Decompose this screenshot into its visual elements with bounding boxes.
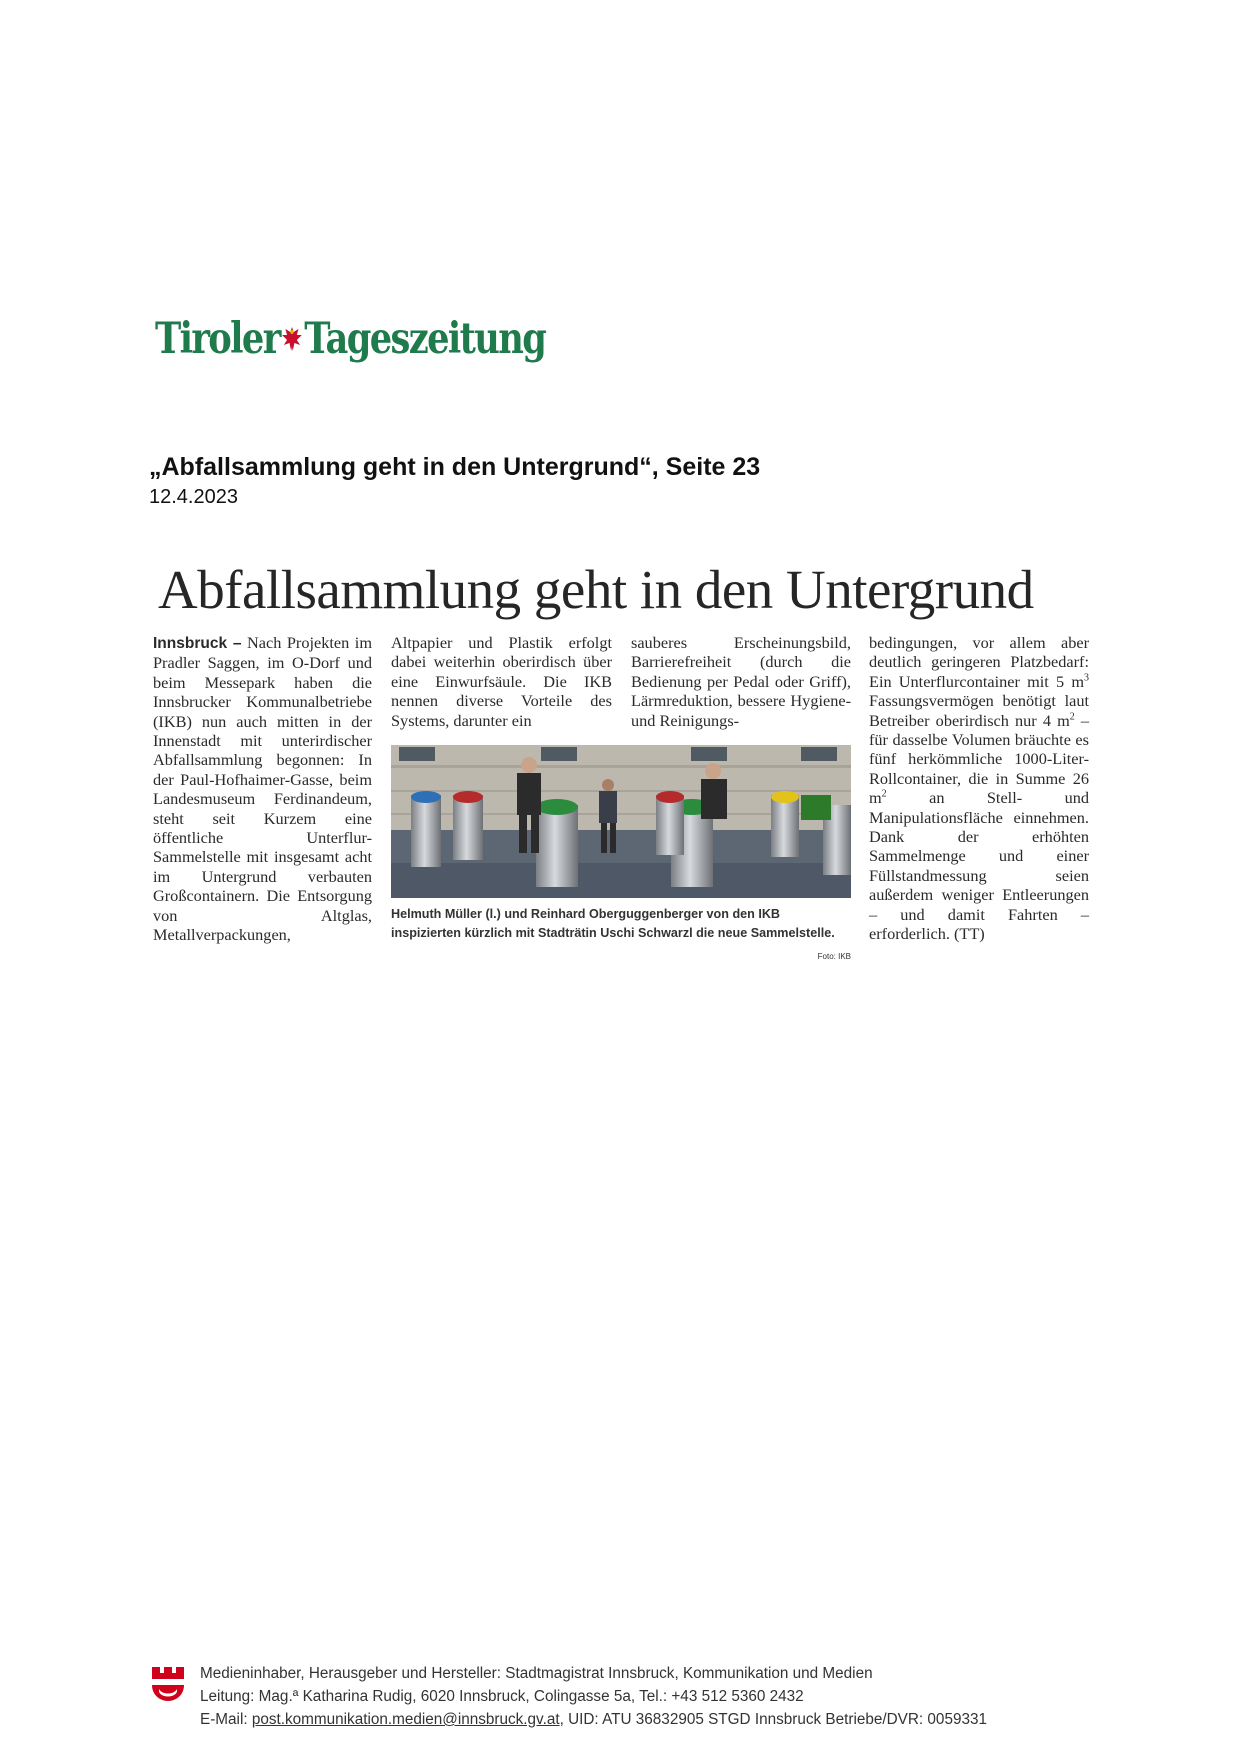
- article-dateline: Innsbruck –: [153, 635, 242, 652]
- photo-caption: [391, 905, 851, 966]
- column-1-text: Nach Projekten im Pradler Saggen, im O-Dorf und beim Messepark haben die Innsbrucker Kommunalbetriebe (IKB) nun auch mitten in der Innenstadt mit unterirdischer Abfallsammlung begonnen: In der Paul-Hofhaimer-Gasse, beim Landesmuseum Ferdinandeum, steht seit Kurzem eine öffentliche Unterflur-Sammelstelle mit insgesamt acht im Untergrund verbauten Großcontainern. Die Entsorgung von Altglas, Metallverpackungen,: [153, 633, 372, 945]
- masthead-left: Tiroler: [155, 314, 280, 364]
- photo-illustration: [391, 745, 851, 898]
- column-4-text-d: an Stell- und Manipulationsfläche einnehmen. Dank der erhöhten Sammelmenge und einer Füllstandmessung seien außerdem weniger Entleerungen – und damit Fahrten – erforderlich. (TT): [869, 788, 1089, 944]
- article-photo: [391, 745, 851, 898]
- footer-line-2: Leitung: Mag.ª Katharina Rudig, 6020 Innsbruck, Colingasse 5a, Tel.: +43 512 5360 2432: [200, 1688, 804, 1705]
- superscript-2a: 2: [1069, 711, 1075, 723]
- innsbruck-city-logo-icon: [150, 1663, 186, 1703]
- article-column-2: [391, 633, 612, 730]
- footer-line-1: Medieninhaber, Herausgeber und Hersteller: Stadtmagistrat Innsbruck, Kommunikation und Medien: [200, 1665, 873, 1682]
- tyrolean-eagle-icon: [281, 325, 302, 355]
- article-column-1: [153, 633, 372, 945]
- clipping-title: „Abfallsammlung geht in den Untergrund“, Seite 23: [149, 453, 761, 481]
- column-3-text: sauberes Erscheinungsbild, Barrierefreiheit (durch die Bedienung per Pedal oder Griff), Lärmreduktion, bessere Hygiene- und Reinigungs-: [631, 633, 851, 730]
- column-2-text: Altpapier und Plastik erfolgt dabei weiterhin oberirdisch über eine Einwurfsäule. Die IKB nennen diverse Vorteile des Systems, darunter ein: [391, 633, 612, 730]
- masthead-right: Tageszeitung: [304, 314, 546, 364]
- column-4-text-b: Fassungsvermögen benötigt laut Betreiber oberirdisch nur 4 m: [869, 691, 1089, 730]
- article-column-4: [869, 633, 1089, 944]
- footer-email-link[interactable]: post.kommunikation.medien@innsbruck.gv.at: [251, 1711, 560, 1728]
- superscript-3: 3: [1084, 672, 1089, 684]
- column-4-text-c: – für dasselbe Volumen bräuchte es fünf herkömmliche 1000-Liter-Rollcontainer, die in Summe 26 m: [869, 710, 1089, 808]
- article-headline: Abfallsammlung geht in den Untergrund: [158, 559, 1034, 620]
- footer-email-label: E-Mail:: [200, 1711, 252, 1728]
- footer-line-3: [200, 1708, 1160, 1731]
- footer-line-3-rest: , UID: ATU 36832905 STGD Innsbruck Betriebe/DVR: 0059331: [559, 1711, 987, 1728]
- photo-credit: Foto: IKB: [817, 952, 851, 961]
- footer-imprint: [200, 1662, 1160, 1731]
- column-4-text-a: bedingungen, vor allem aber deutlich geringeren Platzbedarf: Ein Unterflurcontainer mit 5 m: [869, 633, 1089, 691]
- article-column-3: [631, 633, 851, 730]
- newspaper-masthead: [155, 314, 546, 364]
- clipping-date: 12.4.2023: [149, 486, 238, 508]
- superscript-2b: 2: [881, 788, 887, 800]
- caption-text: Helmuth Müller (l.) und Reinhard Oberguggenberger von den IKB inspizierten kürzlich mit Stadträtin Uschi Schwarzl die neue Sammelstelle.: [391, 907, 835, 940]
